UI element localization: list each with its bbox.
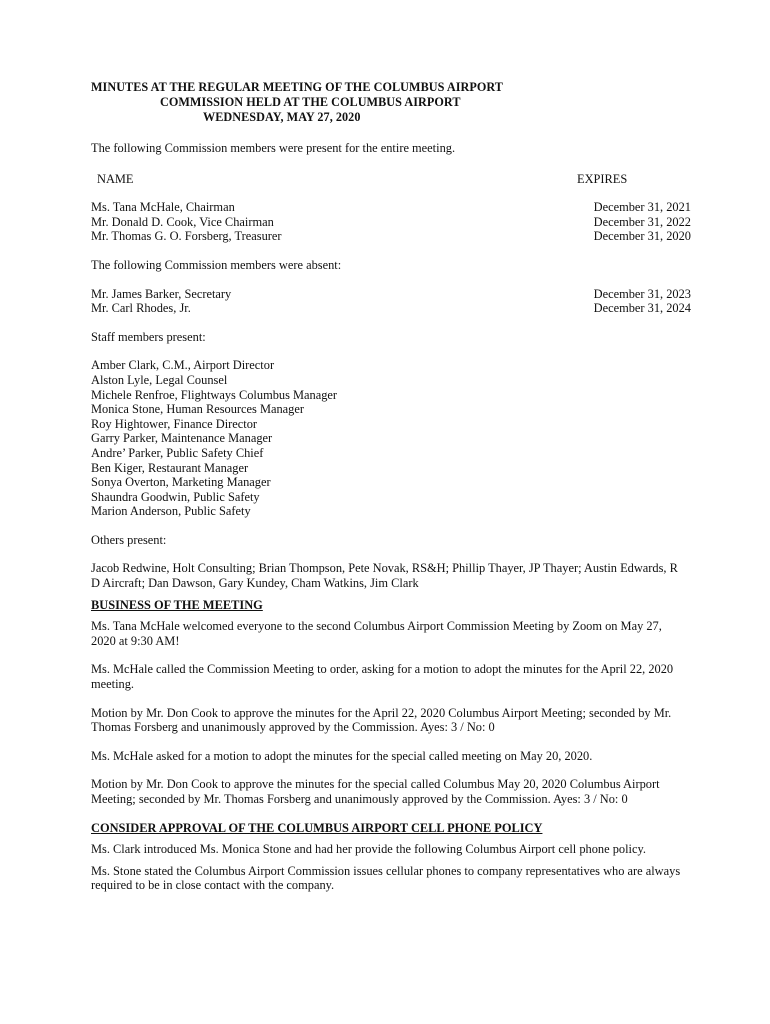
business-paragraph: Motion by Mr. Don Cook to approve the minutes for the April 22, 2020 Columbus Airport Meeting; seconded by Mr. Thomas Forsberg and unanimously approved by the Commission. Ayes: 3 / No: 0 [91, 705, 672, 735]
absent-intro: The following Commission members were absent: [91, 257, 342, 272]
member-name: Mr. Thomas G. O. Forsberg, Treasurer [91, 229, 282, 244]
member-expires: December 31, 2021 [593, 200, 691, 215]
title-line-3: WEDNESDAY, MAY 27, 2020 [203, 110, 361, 124]
expires-column-header: EXPIRES [577, 171, 628, 186]
absent-members-list [91, 287, 691, 316]
member-name: Mr. James Barker, Secretary [91, 286, 232, 301]
business-paragraph: Ms. McHale called the Commission Meeting to order, asking for a motion to adopt the minutes for the April 22, 2020 meeting. [91, 662, 674, 692]
others-list: Jacob Redwine, Holt Consulting; Brian Thompson, Pete Novak, RS&H; Phillip Thayer, JP Thayer; Austin Edwards, R D Aircraft; Dan Dawson, Gary Kundey, Cham Watkins, Jim Clark [91, 561, 678, 591]
title-line-1: MINUTES AT THE REGULAR MEETING OF THE COLUMBUS AIRPORT [91, 80, 503, 94]
member-expires: December 31, 2024 [593, 301, 691, 316]
business-paragraph: Ms. Tana McHale welcomed everyone to the second Columbus Airport Commission Meeting by Zoom on May 27, 2020 at 9:30 AM! [91, 619, 662, 648]
staff-intro: Staff members present: [91, 329, 206, 344]
member-row [91, 215, 691, 230]
member-row [91, 287, 691, 302]
staff-item: Marion Anderson, Public Safety [91, 504, 251, 519]
present-intro: The following Commission members were present for the entire meeting. [91, 141, 456, 155]
staff-item: Sonya Overton, Marketing Manager [91, 475, 271, 490]
cell-policy-paragraph: Ms. Clark introduced Ms. Monica Stone and had her provide the following Columbus Airport cell phone policy. [91, 842, 646, 857]
staff-item: Andre’ Parker, Public Safety Chief [91, 445, 264, 460]
staff-item: Garry Parker, Maintenance Manager [91, 431, 273, 446]
business-paragraph: Ms. McHale asked for a motion to adopt the minutes for the special called meeting on May 20, 2020. [91, 748, 593, 763]
cell-policy-paragraph: Ms. Stone stated the Columbus Airport Commission issues cellular phones to company representatives who are always required to be in close contact with the company. [91, 863, 681, 893]
staff-item: Ben Kiger, Restaurant Manager [91, 460, 249, 475]
title-line-2: COMMISSION HELD AT THE COLUMBUS AIRPORT [160, 95, 461, 109]
staff-list [91, 358, 691, 519]
name-column-header: NAME [97, 171, 134, 186]
staff-item: Amber Clark, C.M., Airport Director [91, 358, 275, 373]
members-column-headers [91, 172, 691, 187]
present-members-list [91, 200, 691, 244]
business-heading: BUSINESS OF THE MEETING [91, 597, 263, 612]
member-row [91, 229, 691, 244]
member-expires: December 31, 2020 [593, 229, 691, 244]
member-expires: December 31, 2022 [593, 214, 691, 229]
document-title [91, 80, 691, 125]
document-page [91, 80, 691, 893]
staff-item: Alston Lyle, Legal Counsel [91, 372, 228, 387]
staff-item: Shaundra Goodwin, Public Safety [91, 489, 260, 504]
others-intro: Others present: [91, 532, 167, 547]
member-expires: December 31, 2023 [593, 286, 691, 301]
business-paragraph: Motion by Mr. Don Cook to approve the minutes for the special called Columbus May 20, 2020 Columbus Airport Meeting; seconded by Mr. Thomas Forsberg and unanimously approved by the Commission. Ayes: 3 / No: 0 [91, 777, 660, 806]
member-row [91, 301, 691, 316]
member-row [91, 200, 691, 215]
staff-item: Michele Renfroe, Flightways Columbus Manager [91, 387, 338, 402]
staff-item: Roy Hightower, Finance Director [91, 416, 258, 431]
member-name: Ms. Tana McHale, Chairman [91, 200, 235, 215]
member-name: Mr. Carl Rhodes, Jr. [91, 301, 191, 316]
staff-item: Monica Stone, Human Resources Manager [91, 402, 304, 417]
member-name: Mr. Donald D. Cook, Vice Chairman [91, 214, 274, 229]
cell-phone-policy-heading: CONSIDER APPROVAL OF THE COLUMBUS AIRPORT CELL PHONE POLICY [91, 820, 543, 835]
